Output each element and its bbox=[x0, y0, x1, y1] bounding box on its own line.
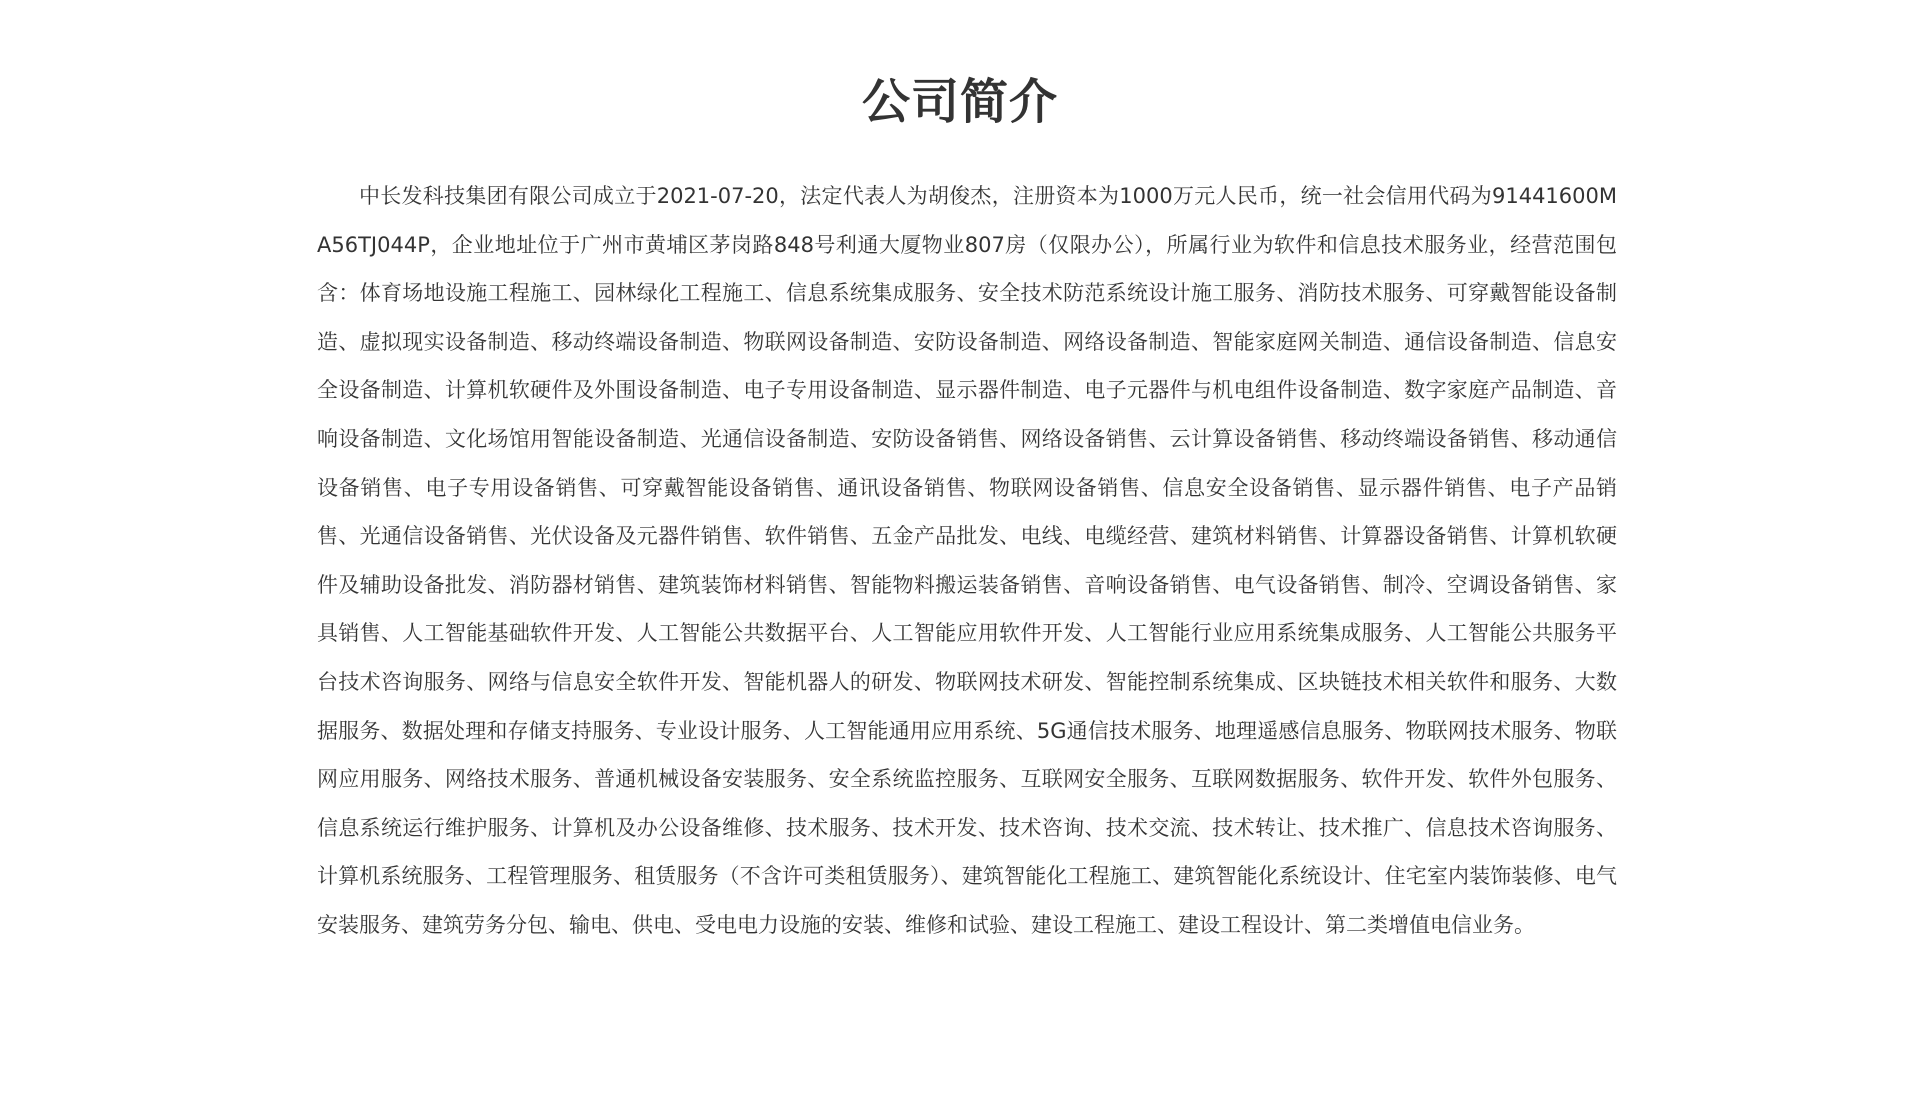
page-title: 公司简介 bbox=[861, 74, 1058, 130]
company-intro-paragraph: 中长发科技集团有限公司成立于2021-07-20，法定代表人为胡俊杰，注册资本为1000万元人民币，统一社会信用代码为91441600MA56TJ044P，企业地址位于广州市黄埔区茅岗路848号利通大厦物业807房（仅限办公），所属行业为软件和信息技术服务业，经营范围包含：体育场地设施工程施工、园林绿化工程施工、信息系统集成服务、安全技术防范系统设计施工服务、消防技术服务、可穿戴智能设备制造、虚拟现实设备制造、移动终端设备制造、物联网设备制造、安防设备制造、网络设备制造、智能家庭网关制造、通信设备制造、信息安全设备制造、计算机软硬件及外围设备制造、电子专用设备制造、显示器件制造、电子元器件与机电组件设备制造、数字家庭产品制造、音响设备制造、文化场馆用智能设备制造、光通信设备制造、安防设备销售、网络设备销售、云计算设备销售、移动终端设备销售、移动通信设备销售、电子专用设备销售、可穿戴智能设备销售、通讯设备销售、物联网设备销售、信息安全设备销售、显示器件销售、电子产品销售、光通信设备销售、光伏设备及元器件销售、软件销售、五金产品批发、电线、电缆经营、建筑材料销售、计算器设备销售、计算机软硬件及辅助设备批发、消防器材销售、建筑装饰材料销售、智能物料搬运装备销售、音响设备销售、电气设备销售、制冷、空调设备销售、家具销售、人工智能基础软件开发、人工智能公共数据平台、人工智能应用软件开发、人工智能行业应用系统集成服务、人工智能公共服务平台技术咨询服务、网络与信息安全软件开发、智能机器人的研发、物联网技术研发、智能控制系统集成、区块链技术相关软件和服务、大数据服务、数据处理和存储支持服务、专业设计服务、人工智能通用应用系统、5G通信技术服务、地理遥感信息服务、物联网技术服务、物联网应用服务、网络技术服务、普通机械设备安装服务、安全系统监控服务、互联网安全服务、互联网数据服务、软件开发、软件外包服务、信息系统运行维护服务、计算机及办公设备维修、技术服务、技术开发、技术咨询、技术交流、技术转让、技术推广、信息技术咨询服务、计算机系统服务、工程管理服务、租赁服务（不含许可类租赁服务）、建筑智能化工程施工、建筑智能化系统设计、住宅室内装饰装修、电气安装服务、建筑劳务分包、输电、供电、受电电力设施的安装、维修和试验、建设工程施工、建设工程设计、第二类增值电信业务。 bbox=[317, 184, 1617, 937]
